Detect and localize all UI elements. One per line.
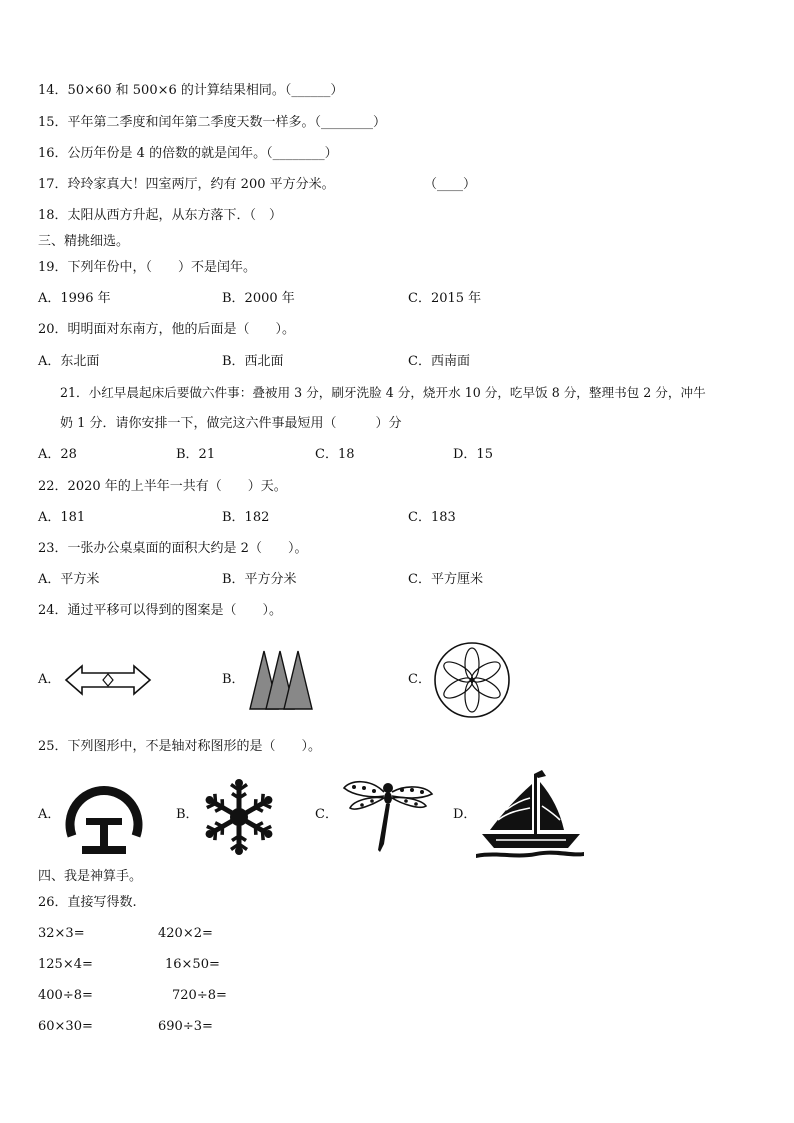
question-21-line1: 21．小红早晨起床后要做六件事：叠被用 3 分，刷牙洗脸 4 分，烧开水 10 分，吃早饭 8 分，整理书包 2 分，冲牛 xyxy=(60,385,706,400)
q20-option-a: A．东北面 xyxy=(38,354,100,369)
question-14: 14．50×60 和 500×6 的计算结果相同。（______） xyxy=(38,83,344,98)
calc-item: 60×30= xyxy=(38,1019,93,1034)
q22-option-b: B．182 xyxy=(222,510,270,525)
q24-option-a: A． xyxy=(38,672,61,687)
calc-item: 16×50= xyxy=(165,957,220,972)
q20-option-b: B．西北面 xyxy=(222,354,284,369)
sailboat-icon xyxy=(476,768,584,864)
section-3-title: 三、精挑细选。 xyxy=(38,234,130,249)
q22-option-a: A．181 xyxy=(38,510,86,525)
q19-option-c: C．2015 年 xyxy=(408,291,482,306)
snowflake-icon xyxy=(200,778,278,860)
q21-option-b: B．21 xyxy=(176,447,216,462)
dragonfly-icon xyxy=(340,774,436,860)
calc-item: 720÷8= xyxy=(172,988,227,1003)
calc-item: 125×4= xyxy=(38,957,93,972)
q21-option-c: C．18 xyxy=(315,447,355,462)
question-20: 20．明明面对东南方，他的后面是（ ）。 xyxy=(38,322,296,337)
question-23: 23．一张办公桌桌面的面积大约是 2（ ）。 xyxy=(38,541,308,556)
q25-option-c: C． xyxy=(315,807,338,822)
q22-option-c: C．183 xyxy=(408,510,456,525)
q25-option-a: A． xyxy=(38,807,61,822)
question-19: 19．下列年份中，（ ）不是闰年。 xyxy=(38,260,257,275)
q21-option-d: D．15 xyxy=(453,447,493,462)
section-4-title: 四、我是神算手。 xyxy=(38,869,143,884)
double-arrow-icon xyxy=(64,664,152,700)
q21-option-a: A．28 xyxy=(38,447,77,462)
q25-option-b: B． xyxy=(176,807,199,822)
calc-item: 420×2= xyxy=(158,926,213,941)
calc-item: 690÷3= xyxy=(158,1019,213,1034)
q20-option-c: C．西南面 xyxy=(408,354,470,369)
q23-option-b: B．平方分米 xyxy=(222,572,297,587)
question-26: 26．直接写得数. xyxy=(38,895,137,910)
calc-item: 32×3= xyxy=(38,926,85,941)
q23-option-c: C．平方厘米 xyxy=(408,572,483,587)
question-21-line2: 奶 1 分．请你安排一下，做完这六件事最短用（ ）分 xyxy=(60,416,402,431)
question-15: 15．平年第二季度和闰年第二季度天数一样多。（________） xyxy=(38,115,387,130)
q25-option-d: D． xyxy=(453,807,477,822)
calc-item: 400÷8= xyxy=(38,988,93,1003)
q24-option-c: C． xyxy=(408,672,431,687)
q19-option-b: B．2000 年 xyxy=(222,291,295,306)
q19-option-a: A．1996 年 xyxy=(38,291,111,306)
question-17-blank: （____） xyxy=(424,177,477,192)
triangles-icon xyxy=(248,647,316,715)
question-18: 18．太阳从西方升起，从东方落下．（ ） xyxy=(38,208,283,223)
question-17: 17．玲玲家真大！四室两厅，约有 200 平方分米。 xyxy=(38,177,335,192)
metro-logo-icon xyxy=(64,774,144,862)
question-22: 22．2020 年的上半年一共有（ ）天。 xyxy=(38,479,287,494)
question-24: 24．通过平移可以得到的图案是（ ）。 xyxy=(38,603,283,618)
q23-option-a: A．平方米 xyxy=(38,572,100,587)
question-16: 16．公历年份是 4 的倍数的就是闰年。（________） xyxy=(38,146,338,161)
flower-circle-icon xyxy=(432,640,512,724)
q24-option-b: B． xyxy=(222,672,245,687)
question-25: 25．下列图形中，不是轴对称图形的是（ ）。 xyxy=(38,739,322,754)
